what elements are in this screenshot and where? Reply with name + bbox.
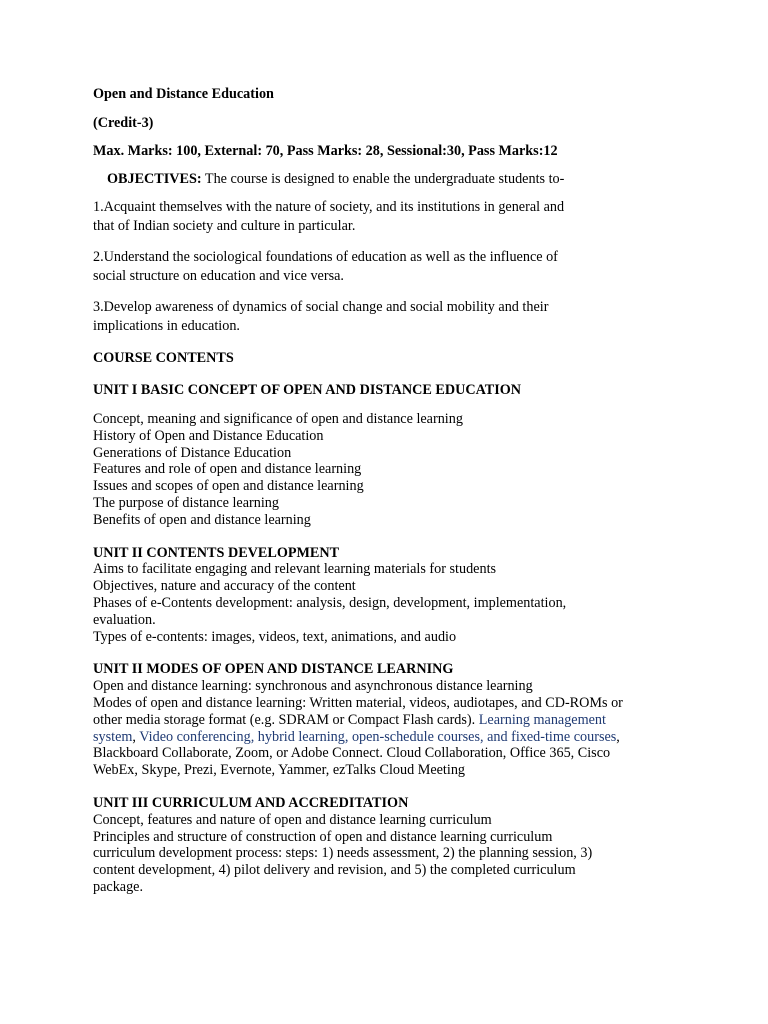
list-item: The purpose of distance learning	[93, 494, 279, 511]
highlighted-text: Video conferencing	[139, 728, 251, 745]
list-item: Generations of Distance Education	[93, 444, 292, 461]
objective-1-line: that of Indian society and culture in particular.	[93, 218, 356, 234]
unit3-heading: UNIT III CURRICULUM AND ACCREDITATION	[93, 794, 409, 811]
text-span: other media storage format (e.g. SDRAM or Compact Flash cards).	[93, 711, 479, 728]
objective-1-line: 1.Acquaint themselves with the nature of society, and its institutions in general and	[93, 199, 565, 215]
objective-3-line: 3.Develop awareness of dynamics of social change and social mobility and their	[93, 299, 549, 315]
unit2b-section	[93, 661, 693, 779]
highlighted-text: , hybrid learning, open-schedule courses, and fixed-time courses	[250, 728, 617, 745]
document-title: Open and Distance Education	[93, 86, 274, 102]
list-item: Features and role of open and distance learning	[93, 461, 362, 478]
objective-2-line: 2.Understand the sociological foundations of education as well as the influence of	[93, 249, 558, 265]
objective-3	[93, 298, 693, 336]
objective-2-line: social structure on education and vice versa.	[93, 268, 344, 284]
marks-line: Max. Marks: 100, External: 70, Pass Marks: 28, Sessional:30, Pass Marks:12	[93, 143, 558, 159]
list-item: package.	[93, 878, 144, 895]
text-span: ,	[132, 728, 140, 745]
list-item: Issues and scopes of open and distance learning	[93, 478, 364, 495]
text-span: ,	[616, 728, 620, 745]
objectives-text: The course is designed to enable the undergraduate students to-	[201, 171, 565, 187]
unit1-heading: UNIT I BASIC CONCEPT OF OPEN AND DISTANCE EDUCATION	[93, 382, 522, 398]
list-item: Objectives, nature and accuracy of the content	[93, 578, 356, 595]
credit-line: (Credit-3)	[93, 115, 154, 131]
list-item: Blackboard Collaborate, Zoom, or Adobe Connect. Cloud Collaboration, Office 365, Cisco	[93, 745, 611, 762]
unit1-list	[93, 411, 693, 529]
list-item: Phases of e-Contents development: analysis, design, development, implementation,	[93, 594, 567, 611]
document-page	[93, 86, 693, 896]
objective-3-line: implications in education.	[93, 318, 240, 334]
objectives-label: OBJECTIVES:	[107, 171, 202, 187]
list-item	[93, 712, 693, 729]
unit2-section	[93, 545, 693, 646]
unit2-heading: UNIT II CONTENTS DEVELOPMENT	[93, 544, 340, 561]
list-item: Modes of open and distance learning: Written material, videos, audiotapes, and CD-ROMs or	[93, 694, 623, 711]
list-item: Benefits of open and distance learning	[93, 511, 311, 528]
list-item: Principles and structure of construction of open and distance learning curriculum	[93, 828, 553, 845]
unit3-section	[93, 795, 693, 896]
objective-2	[93, 248, 693, 286]
objectives-line	[93, 171, 693, 188]
highlighted-text: system	[93, 728, 133, 745]
highlighted-text: Learning management	[478, 711, 606, 728]
list-item: WebEx, Skype, Prezi, Evernote, Yammer, ezTalks Cloud Meeting	[93, 762, 466, 779]
list-item: curriculum development process: steps: 1) needs assessment, 2) the planning session, 3)	[93, 845, 593, 862]
list-item: History of Open and Distance Education	[93, 427, 324, 444]
unit2b-heading: UNIT II MODES OF OPEN AND DISTANCE LEARNING	[93, 661, 454, 678]
list-item: content development, 4) pilot delivery and revision, and 5) the completed curriculum	[93, 862, 576, 879]
list-item: Types of e-contents: images, videos, text, animations, and audio	[93, 628, 457, 645]
list-item: Open and distance learning: synchronous and asynchronous distance learning	[93, 678, 533, 695]
list-item: Aims to facilitate engaging and relevant learning materials for students	[93, 561, 497, 578]
list-item	[93, 729, 693, 746]
course-contents-heading: COURSE CONTENTS	[93, 350, 234, 366]
list-item: evaluation.	[93, 611, 156, 628]
list-item: Concept, meaning and significance of open and distance learning	[93, 411, 463, 427]
objective-1	[93, 198, 693, 236]
list-item: Concept, features and nature of open and distance learning curriculum	[93, 811, 492, 828]
